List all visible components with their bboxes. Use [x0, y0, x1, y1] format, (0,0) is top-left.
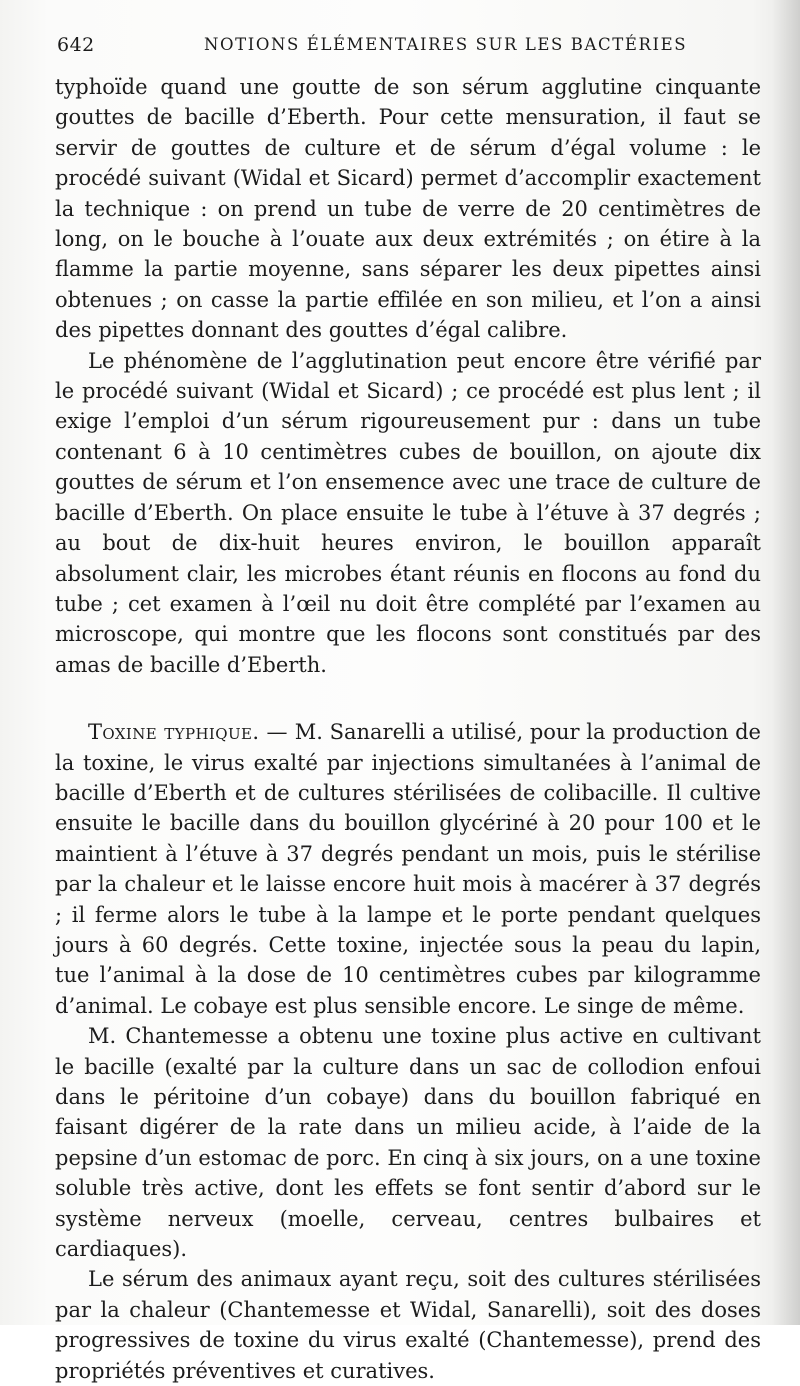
paragraph-toxine-typhique — [55, 717, 761, 1021]
section-heading: Toxine typhique. — — [88, 720, 288, 745]
page-body — [55, 72, 761, 1386]
running-title: NOTIONS ÉLÉMENTAIRES SUR LES BACTÉRIES — [204, 35, 688, 54]
paragraph-chantemesse: M. Chantemesse a obtenu une toxine plus active en cultivant le bacille (exalté par la culture dans un sac de collodion enfoui dans le péritoine d’un cobaye) dans du bouillon fabriqué en faisant digérer de la rate dans un milieu acide, à l’aide de la pepsine d’un estomac de porc. En cinq à six jours, on a une toxine soluble très active, dont les effets se font sentir d’abord sur le système nerveux (moelle, cerveau, centres bulbaires et cardiaques). — [55, 1024, 761, 1262]
page-header — [57, 34, 758, 58]
paragraph-continuation: typhoïde quand une goutte de son sérum agglutine cinquante gouttes de bacille d’Eberth. Pour cette mensuration, il faut se servir de gouttes de culture et de sérum d’égal volume : le procédé suivant (Widal et Sicard) permet d’accomplir exactement la technique : on prend un tube de verre de 20 centimètres de long, on le bouche à l’ouate aux deux extrémités ; on étire à la flamme la partie moyenne, sans séparer les deux pipettes ainsi obtenues ; on casse la partie effilée en son milieu, et l’on a ainsi des pipettes donnant des gouttes d’égal calibre. — [55, 75, 761, 343]
paragraph-agglutination: Le phénomène de l’agglutination peut encore être vérifié par le procédé suivant (Widal et Sicard) ; ce procédé est plus lent ; il exige l’emploi d’un sérum rigoureusement pur : dans un tube contenant 6 à 10 centimètres cubes de bouillon, on ajoute dix gouttes de sérum et l’on ensemence avec une trace de culture de bacille d’Eberth. On place ensuite le tube à l’étuve à 37 degrés ; au bout de dix-huit heures environ, le bouillon apparaît absolument clair, les microbes étant réunis en flocons au fond du tube ; cet examen à l’œil nu doit être complété par l’examen au microscope, qui montre que les flocons sont constitués par des amas de bacille d’Eberth. — [55, 348, 761, 677]
page-edge-shadow — [772, 0, 800, 1325]
paragraph-sanarelli: M. Sanarelli a utilisé, pour la production de la toxine, le virus exalté par injections simultanées à l’animal de bacille d’Eberth et de cultures stérilisées de colibacille. Il cultive ensuite le bacille dans du bouillon glycériné à 20 pour 100 et le maintient à l’étuve à 37 degrés pendant un mois, puis le stérilise par la chaleur et le laisse encore huit mois à macérer à 37 degrés ; il ferme alors le tube à la lampe et le porte pendant quelques jours à 60 degrés. Cette toxine, injectée sous la peau du lapin, tue l’animal à la dose de 10 centimètres cubes par kilogramme d’animal. Le cobaye est plus sensible encore. Le singe de même. — [55, 720, 761, 1018]
paragraph-serum: Le sérum des animaux ayant reçu, soit des cultures stérilisées par la chaleur (Chantemesse et Widal, Sanarelli), soit des doses progressives de toxine du virus exalté (Chantemesse), prend des propriétés préventives et curatives. — [55, 1267, 761, 1383]
page-number: 642 — [57, 34, 95, 56]
section-gap — [55, 680, 761, 717]
